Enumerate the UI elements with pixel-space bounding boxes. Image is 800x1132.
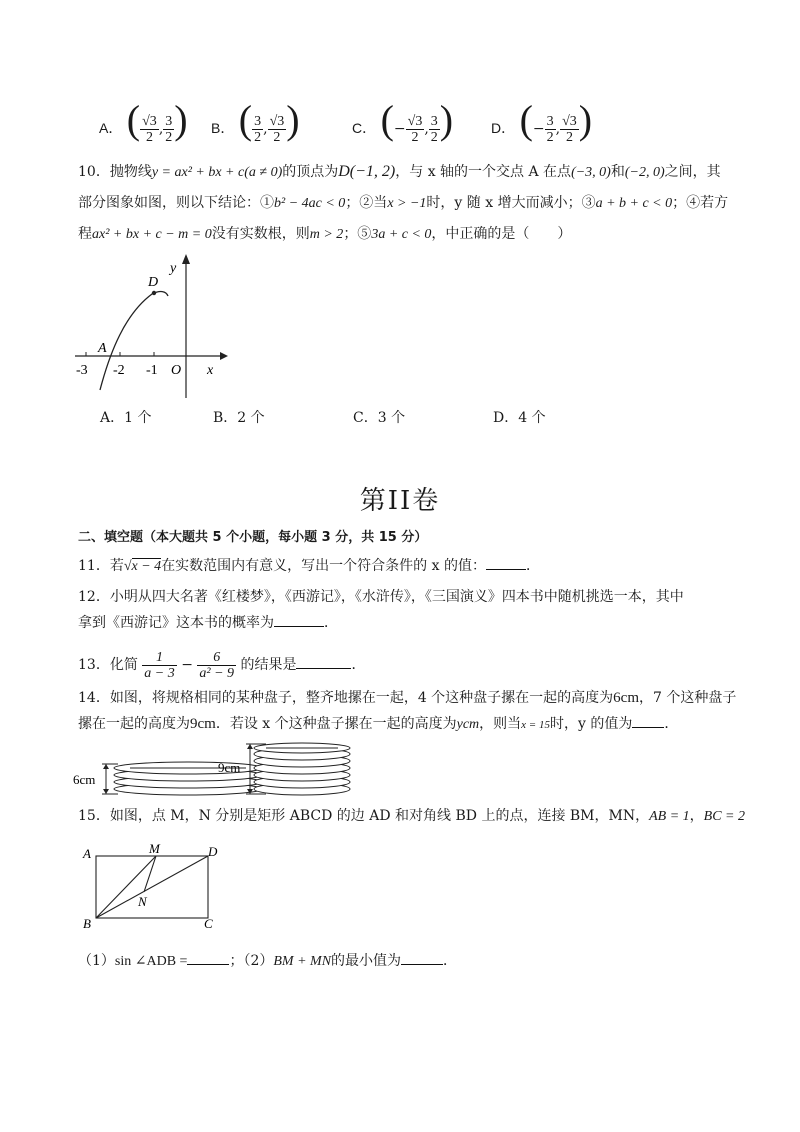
fraction-denominator: 2 bbox=[273, 129, 281, 145]
vertex-c-label: C bbox=[204, 916, 213, 930]
vertex-d-label: D bbox=[208, 844, 218, 859]
minus-sign: − bbox=[532, 121, 545, 137]
conclusion-5: 3a + c < 0 bbox=[371, 227, 432, 242]
fraction-numerator: √3 bbox=[142, 113, 157, 129]
radical-expression: √x − 4 bbox=[123, 559, 162, 574]
fraction-numerator: √3 bbox=[269, 113, 285, 129]
point-m-label: M bbox=[149, 842, 160, 856]
fraction-numerator: 3 bbox=[254, 113, 262, 129]
fraction-denominator: 2 bbox=[546, 129, 554, 145]
q11: 11．若√x − 4在实数范围内有意义，写出一个符合条件的 x 的值： ． bbox=[78, 555, 540, 577]
part-title: 第II卷 bbox=[359, 486, 441, 516]
arrow-up-icon bbox=[103, 764, 109, 769]
segment-bm bbox=[96, 856, 156, 918]
q10-line-3: 程ax² + bx + c − m = 0没有实数根，则m > 2；⑤3a + c < 0，中正确的是（ ） bbox=[78, 226, 572, 242]
x-axis-arrow-icon bbox=[220, 352, 228, 360]
q12-line-1: 12．小明从四大名著《红楼梦》，《西游记》，《水浒传》，《三国演义》四本书中随机挑选一本，其中 bbox=[78, 589, 684, 605]
q9-option-label: D． bbox=[491, 120, 516, 136]
segment-mn bbox=[144, 856, 156, 892]
q9-option-b[interactable]: B． ( $\frac{3}{2}$ , $\frac{√3}{2}$ ) bbox=[211, 97, 300, 145]
fraction-numerator: 3 bbox=[546, 113, 554, 129]
vertex-point bbox=[152, 291, 156, 295]
tick-label-minus-3: -3 bbox=[76, 363, 88, 378]
q10-option-d[interactable]: D．4 个 bbox=[493, 410, 546, 426]
q15-line-1: 15．如图，点 M，N 分别是矩形 ABCD 的边 AD 和对角线 BD 上的点，连接 BM，MN，AB = 1，BC = 2 bbox=[78, 808, 746, 824]
point-n-label: N bbox=[138, 894, 147, 909]
q15-part2-answer-blank[interactable] bbox=[401, 950, 443, 965]
vertex-label: D bbox=[148, 275, 159, 290]
q10-option-a[interactable]: A．1 个 bbox=[100, 410, 152, 426]
tick-label-minus-1: -1 bbox=[146, 363, 158, 378]
q10-line-2: 部分图象如图，则以下结论：①b² − 4ac < 0；②当x > −1时，y 随 x 增大而减小；③a + b + c < 0；④若方 bbox=[78, 195, 729, 211]
q10-option-c[interactable]: C．3 个 bbox=[353, 410, 406, 426]
left-height-label: 6cm bbox=[73, 772, 96, 787]
q9-option-label: B． bbox=[211, 120, 235, 136]
q12-answer-blank[interactable] bbox=[274, 612, 324, 627]
minus-sign: − bbox=[393, 121, 406, 137]
fraction-denominator: 2 bbox=[165, 129, 173, 145]
fraction-denominator: 2 bbox=[565, 129, 573, 145]
q14-line-1: 14．如图，将规格相同的某种盘子，整齐地摞在一起，4 个这种盘子摞在一起的高度为6cm，7 个这种盘子 bbox=[78, 690, 737, 706]
fraction-numerator: 3 bbox=[430, 113, 438, 129]
q12-line-2: 拿到《西游记》这本书的概率为 ． bbox=[78, 612, 338, 633]
x-axis-label: x bbox=[207, 363, 214, 378]
fraction-1: $\frac{1}{a - 3}$ bbox=[144, 649, 175, 681]
point-a-label: A bbox=[98, 341, 107, 356]
fraction-denominator: 2 bbox=[254, 129, 262, 145]
conclusion-4: ax² + bx + c − m = 0 bbox=[92, 227, 212, 242]
q15-part1-answer-blank[interactable] bbox=[187, 950, 229, 965]
q9-option-label: C． bbox=[352, 120, 377, 136]
origin-label: O bbox=[171, 363, 182, 378]
fraction-2: $\frac{6}{\text{a² − 9}}$ bbox=[199, 649, 235, 681]
y-axis-label: y bbox=[170, 261, 177, 276]
fraction-denominator: 2 bbox=[145, 129, 153, 145]
q14-answer-blank[interactable] bbox=[632, 713, 664, 728]
conclusion-3: a + b + c < 0 bbox=[595, 196, 673, 211]
q9-option-d[interactable]: D． (− $\frac{3}{2}$ , $\frac{√3}{2}$ ) bbox=[491, 97, 593, 145]
parabola-curve bbox=[100, 292, 168, 390]
vertex-b-label: B bbox=[83, 916, 91, 930]
parabola-equation: y = ax² + bx + c(a ≠ 0) bbox=[151, 165, 283, 180]
plates-figure bbox=[70, 742, 370, 802]
q14-line-2: 摞在一起的高度为9cm．若设 x 个这种盘子摞在一起的高度为ycm，则当x = 15时，y 的值为 ． bbox=[78, 713, 678, 735]
arrow-up-icon bbox=[247, 744, 253, 749]
point-a-left: (−3, 0) bbox=[571, 165, 611, 180]
tick-label-minus-2: -2 bbox=[113, 363, 125, 378]
right-plate-stack bbox=[254, 743, 350, 795]
q11-answer-blank[interactable] bbox=[486, 555, 526, 570]
point-a-right: (−2, 0) bbox=[624, 165, 665, 180]
q13: 13．化简 $\frac{1}{a - 3}$ − $\frac{6}{\text{a² − 9}}$ 的结果是 ． bbox=[78, 649, 366, 681]
section-heading: 二、填空题（本大题共 5 个小题，每小题 3 分，共 15 分） bbox=[78, 530, 428, 545]
vertex-a-label: A bbox=[83, 846, 91, 861]
right-height-label: 9cm bbox=[218, 760, 241, 775]
vertex-coord: D(−1, 2) bbox=[338, 163, 396, 180]
q9-option-label: A． bbox=[99, 120, 123, 136]
arrow-down-icon bbox=[103, 789, 109, 794]
q10-line-1: 10．抛物线y = ax² + bx + c(a ≠ 0)的顶点为D(−1, 2)，与 x 轴的一个交点 A 在点(−3, 0)和(−2, 0)之间，其 bbox=[78, 163, 721, 180]
q9-option-c[interactable]: C． (− $\frac{√3}{2}$ , $\frac{3}{2}$ ) bbox=[352, 97, 454, 145]
fraction-denominator: 2 bbox=[430, 129, 438, 145]
y-axis-arrow-icon bbox=[182, 254, 190, 264]
parabola-graph bbox=[70, 252, 230, 402]
q10-option-b[interactable]: B．2 个 bbox=[213, 410, 265, 426]
q9-option-a[interactable]: A． ( $\frac{√3}{2}$ , $\frac{3}{2}$ ) bbox=[99, 97, 188, 145]
fraction-numerator: √3 bbox=[407, 113, 423, 129]
fraction-denominator: 2 bbox=[411, 129, 419, 145]
fraction-numerator: 3 bbox=[165, 113, 173, 129]
conclusion-1: b² − 4ac < 0 bbox=[274, 196, 346, 211]
rectangle-figure bbox=[80, 842, 230, 930]
conclusion-2: x > −1 bbox=[387, 196, 427, 211]
q13-answer-blank[interactable] bbox=[296, 654, 351, 669]
q15-subquestions: （1）sin ∠ADB = ；（2）BM + MN的最小值为 ． bbox=[78, 950, 457, 972]
fraction-numerator: √3 bbox=[562, 113, 577, 129]
diagonal-bd bbox=[96, 856, 208, 918]
